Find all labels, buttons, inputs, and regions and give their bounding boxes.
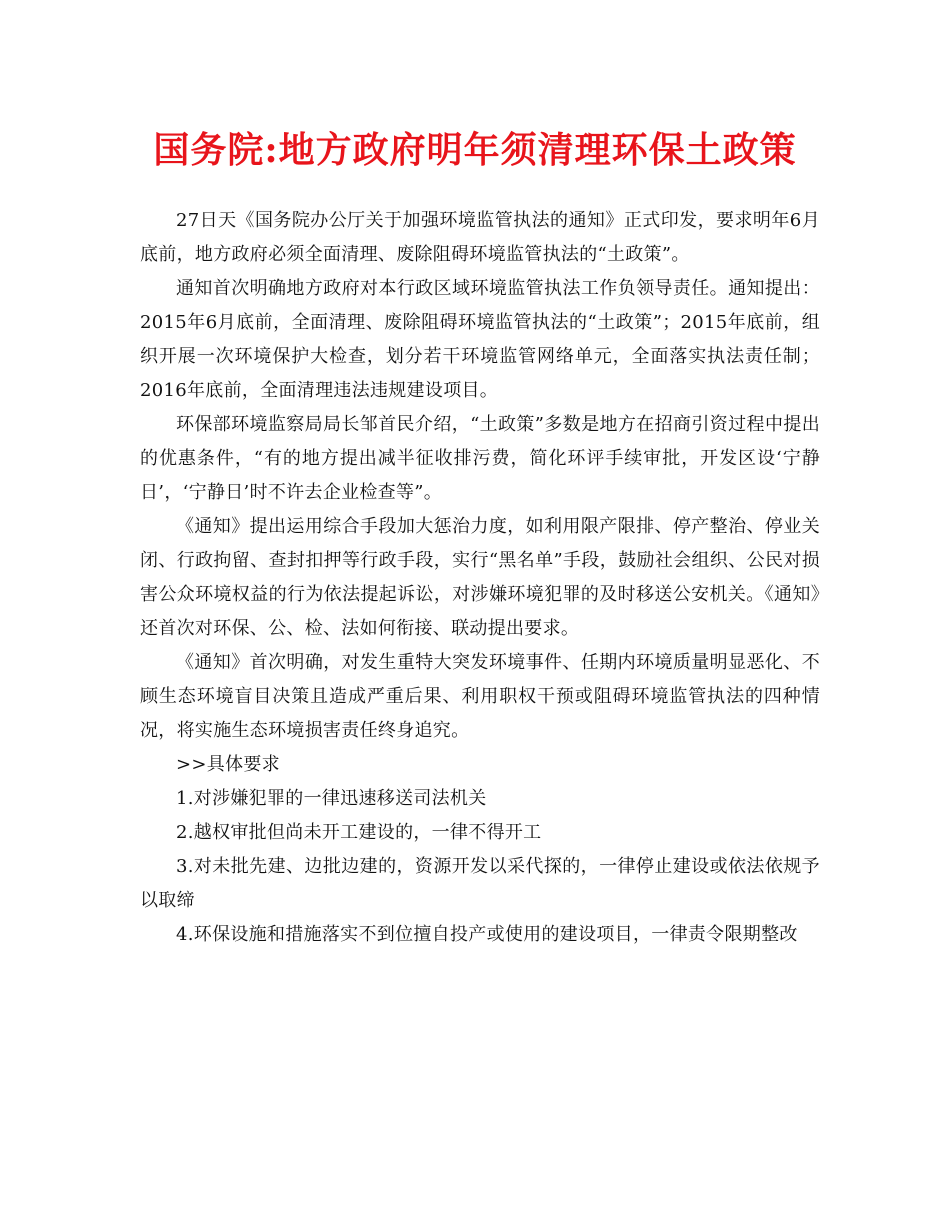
document-title: 国务院:地方政府明年须清理环保土政策 — [153, 129, 797, 171]
list-item-2: 2.越权审批但尚未开工建设的，一律不得开工 — [176, 822, 542, 843]
paragraph-lifetime-accountability: 《通知》首次明确，对发生重特大突发环境事件、任期内环境质量明显恶化、不顾生态环境盲目决策且造成严重后果、利用职权干预或阻碍环境监管执法的四种情况，将实施生态环境损害责任终身追究。 — [140, 652, 820, 741]
paragraph-local-policies: 环保部环境监察局局长邹首民介绍，“土政策”多数是地方在招商引资过程中提出的优惠条件，“有的地方提出减半征收排污费，简化环评手续审批，开发区设‘宁静日’，‘宁静日’时不许去企业检查等”。 — [140, 414, 820, 503]
document-body — [140, 204, 820, 952]
list-item-3: 3.对未批先建、边批边建的，资源开发以采代探的，一律停止建设或依法依规予以取缔 — [140, 856, 820, 911]
list-item-4: 4.环保设施和措施落实不到位擅自投产或使用的建设项目，一律责令限期整改 — [176, 924, 798, 945]
paragraph-intro: 27日天《国务院办公厅关于加强环境监管执法的通知》正式印发，要求明年6月底前，地方政府必须全面清理、废除阻碍环境监管执法的“土政策”。 — [140, 210, 820, 265]
paragraph-enforcement-measures: 《通知》提出运用综合手段加大惩治力度，如利用限产限排、停产整治、停业关闭、行政拘留、查封扣押等行政手段，实行“黑名单”手段，鼓励社会组织、公民对损害公众环境权益的行为依法提起诉讼，对涉嫌环境犯罪的及时移送公安机关。《通知》还首次对环保、公、检、法如何衔接、联动提出要求。 — [140, 516, 820, 639]
list-item-1: 1.对涉嫌犯罪的一律迅速移送司法机关 — [176, 788, 487, 809]
paragraph-deadlines: 通知首次明确地方政府对本行政区域环境监管执法工作负领导责任。通知提出：2015年6月底前，全面清理、废除阻碍环境监管执法的“土政策”；2015年底前，组织开展一次环境保护大检查，划分若干环境监管网络单元，全面落实执法责任制；2016年底前，全面清理违法违规建设项目。 — [140, 278, 820, 401]
section-heading-requirements: >>具体要求 — [176, 754, 280, 775]
